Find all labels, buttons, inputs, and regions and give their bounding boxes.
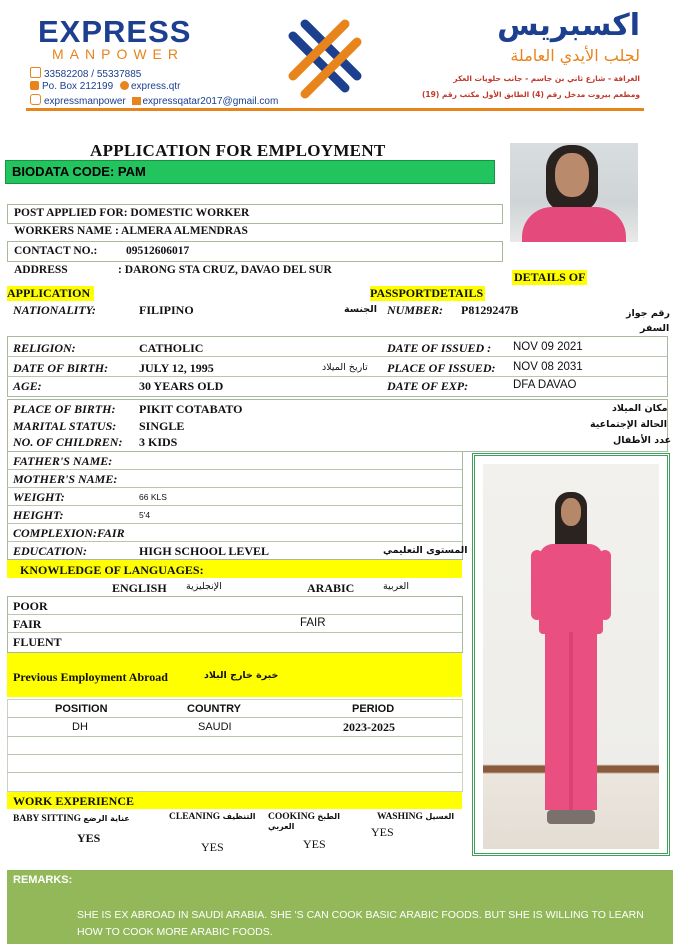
passport-details-label: PASSPORTDETAILS [370, 286, 484, 300]
worker-name: WORKERS NAME : ALMERA ALMENDRAS [14, 225, 248, 237]
contact-value: 09512606017 [126, 245, 190, 257]
face-shape [555, 153, 589, 197]
row-period: 2023-2025 [343, 720, 395, 734]
skill-cooking-ar: الطبخ العربي [268, 812, 340, 831]
grid-line [7, 772, 462, 773]
nationality-arabic: الجنسة [344, 304, 377, 315]
dob-label: DATE OF BIRTH: [13, 361, 109, 375]
education-value: HIGH SCHOOL LEVEL [139, 544, 270, 558]
col-position: POSITION [55, 703, 108, 715]
phone-text: 33582208 / 55337885 [44, 69, 142, 80]
scrubs-top [522, 207, 626, 242]
english-arabic: الإنجليزية [186, 581, 222, 592]
arabic-arabic: العربية [383, 581, 409, 592]
full-body-photo-frame [472, 453, 670, 856]
height-value: 5'4 [139, 510, 151, 520]
prev-employment-label: Previous Employment Abroad [13, 670, 168, 684]
father-label: FATHER'S NAME: [13, 454, 113, 468]
date-exp-value: DFA DAVAO [513, 379, 577, 391]
prev-employment-arabic: خبرة خارج البلاد [204, 670, 279, 681]
skill-babysitting [13, 814, 130, 824]
full-body-photo [483, 464, 659, 849]
contact-phone [30, 67, 141, 80]
education-label: EDUCATION: [13, 544, 88, 558]
remarks-label: REMARKS: [13, 874, 73, 886]
arabic-subtitle: لجلب الأيدي العاملة [510, 46, 640, 65]
remarks-text: SHE IS EX ABROAD IN SAUDI ARABIA. SHE 'S CAN COOK BASIC ARABIC FOODS. BUT SHE IS WILLING TO LEARN HOW TO COOK MORE ARABIC FOODS. [77, 909, 644, 938]
grid-line [7, 376, 667, 377]
skill-babysitting-value: YES [77, 831, 101, 845]
details-of-label: DETAILS OF [514, 270, 586, 284]
children-label: NO. OF CHILDREN: [13, 435, 123, 449]
complexion-label: COMPLEXION:FAIR [13, 526, 125, 540]
place-issued-value: NOV 08 2031 [513, 361, 583, 373]
languages-grid [7, 596, 463, 653]
logo-knot-icon [285, 16, 365, 102]
facebook-text: express.qtr [130, 81, 181, 92]
grid-line [7, 541, 462, 542]
children-value: 3 KIDS [139, 435, 178, 449]
grid-line [7, 356, 667, 357]
date-issued-value: NOV 09 2021 [513, 341, 583, 353]
skill-babysitting-ar: عناية الرضع [83, 814, 130, 823]
pob-value: PIKIT COTABATO [139, 402, 243, 416]
skill-washing-en: WASHING [377, 812, 423, 822]
facebook-icon [120, 81, 129, 90]
place-issued-label: PLACE OF ISSUED: [387, 361, 496, 375]
age-value: 30 YEARS OLD [139, 379, 224, 393]
skill-cleaning-ar: التنظيف [222, 812, 256, 821]
pob-arabic: مكان الميلاد [612, 403, 668, 414]
instagram-icon [30, 94, 41, 105]
headshot-photo [510, 143, 638, 242]
weight-label: WEIGHT: [13, 490, 65, 504]
phone-icon [30, 67, 41, 78]
marital-value: SINGLE [139, 419, 185, 433]
weight-value: 66 KLS [139, 492, 167, 502]
email-icon [132, 97, 141, 105]
grid-line [7, 736, 462, 737]
page-title: APPLICATION FOR EMPLOYMENT [90, 141, 386, 160]
skill-cleaning-value: YES [201, 840, 224, 854]
dob-arabic: تاريخ الميلاد [322, 362, 368, 373]
skill-cleaning [169, 812, 255, 822]
pob-label: PLACE OF BIRTH: [13, 402, 116, 416]
biodata-code-banner: BIODATA CODE: PAM [5, 160, 495, 184]
skill-washing-value: YES [371, 825, 394, 839]
contact-label: CONTACT NO.: [14, 245, 98, 257]
level-fluent: FLUENT [13, 635, 62, 649]
english-level: FAIR [300, 617, 326, 629]
pobox-text: Po. Box 212199 [42, 81, 114, 92]
marital-arabic: الحالة الإجتماعية [590, 419, 667, 430]
row-country: SAUDI [198, 721, 232, 733]
mailbox-icon [30, 81, 39, 90]
grid-line [7, 632, 462, 633]
grid-line [7, 523, 462, 524]
contact-social [30, 94, 278, 107]
brand-name: EXPRESS [38, 14, 192, 49]
post-applied: POST APPLIED FOR: DOMESTIC WORKER [14, 207, 250, 219]
contact-pobox [30, 81, 180, 92]
skill-cooking-value: YES [303, 837, 326, 851]
row-position: DH [72, 721, 88, 733]
nationality-label: NATIONALITY: [13, 303, 96, 317]
languages-header: KNOWLEDGE OF LANGUAGES: [20, 563, 204, 577]
religion-value: CATHOLIC [139, 341, 204, 355]
arabic-address-2: ومطعم بيروت مدخل رقم (4) الطابق الأول مكتب رقم (19) [421, 90, 640, 99]
english-label: ENGLISH [112, 581, 167, 595]
address-value: : DARONG STA CRUZ, DAVAO DEL SUR [118, 264, 332, 276]
left-arm [531, 550, 543, 620]
instagram-text: expressmanpower [44, 96, 126, 107]
application-label: APPLICATION [7, 286, 94, 301]
right-arm [599, 550, 611, 620]
dob-value: JULY 12, 1995 [139, 361, 214, 375]
date-issued-label: DATE OF ISSUED : [387, 341, 492, 355]
passport-number-value: P8129247B [461, 303, 519, 317]
marital-label: MARITAL STATUS: [13, 419, 117, 433]
mother-label: MOTHER'S NAME: [13, 472, 118, 486]
skill-washing-ar: الغسيل [425, 812, 455, 821]
scrubs-top [539, 544, 603, 634]
arabic-label: ARABIC [307, 581, 355, 595]
grid-line [7, 487, 462, 488]
skill-cleaning-en: CLEANING [169, 812, 221, 822]
col-country: COUNTRY [187, 703, 241, 715]
email-text: expressqatar2017@gmail.com [142, 96, 279, 107]
age-label: AGE: [13, 379, 42, 393]
level-poor: POOR [13, 599, 48, 613]
grid-line [7, 505, 462, 506]
header-divider [26, 108, 644, 111]
brand-subtitle: MANPOWER [52, 46, 184, 62]
work-experience-header: WORK EXPERIENCE [13, 794, 135, 808]
arabic-brand: اكسبريس [497, 8, 640, 43]
col-period: PERIOD [352, 703, 395, 715]
level-fair: FAIR [13, 617, 42, 631]
passport-number-label: NUMBER: [387, 303, 444, 317]
arabic-address-1: الغرافة - شارع ثاني بن جاسم - جانب حلويات العكر [453, 74, 640, 83]
grid-line [7, 614, 462, 615]
date-exp-label: DATE OF EXP: [387, 379, 469, 393]
height-label: HEIGHT: [13, 508, 64, 522]
skill-babysitting-en: BABY SITTING [13, 814, 82, 824]
grid-line [7, 469, 462, 470]
letterhead [0, 0, 673, 112]
grid-line [7, 717, 462, 718]
skill-washing [377, 812, 454, 822]
shoes [547, 810, 595, 824]
children-arabic: عدد الأطفال [613, 435, 672, 446]
education-arabic: المستوى التعليمي [383, 545, 468, 556]
skill-cooking-en: COOKING [268, 812, 315, 822]
religion-label: RELIGION: [13, 341, 76, 355]
address-label: ADDRESS [14, 264, 68, 276]
face-shape [561, 498, 581, 526]
scrubs-pants [545, 632, 597, 810]
grid-line [7, 754, 462, 755]
skill-cooking [268, 812, 348, 832]
nationality-value: FILIPINO [139, 303, 194, 317]
passport-number-arabic-2: السفر [640, 323, 670, 334]
passport-number-arabic-1: رقم جواز [626, 308, 670, 319]
